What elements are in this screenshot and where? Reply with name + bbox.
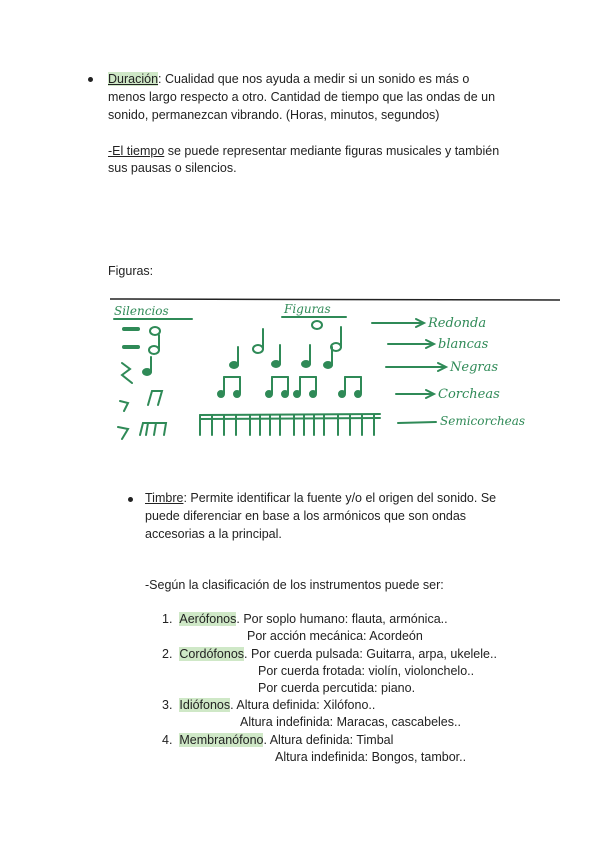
bullet-dot xyxy=(88,77,93,82)
timbre-line-2: puede diferenciar en base a los armónicos que son ondas xyxy=(145,509,467,523)
list-subline: Por cuerda frotada: violín, violonchelo.. xyxy=(258,664,475,678)
figuras-title: Figuras xyxy=(284,302,331,316)
tiempo-term: -El tiempo xyxy=(108,144,165,158)
duracion-line-1 xyxy=(108,71,469,88)
music-figures-drawing xyxy=(110,297,560,469)
list-subline: Por acción mecánica: Acordeón xyxy=(247,629,423,643)
list-item-cordofonos xyxy=(162,646,497,663)
list-item-membranofono xyxy=(162,732,393,749)
instrument-detail: . Altura definida: Xilófono.. xyxy=(230,698,376,712)
list-item-idiofonos xyxy=(162,697,375,714)
list-number: 4. xyxy=(162,733,173,747)
timbre-line-1 xyxy=(145,490,496,507)
list-number: 1. xyxy=(162,612,173,626)
label-negras: Negras xyxy=(450,360,499,375)
instrument-name: Idiófonos xyxy=(179,698,231,712)
list-subline: Altura indefinida: Maracas, cascabeles.. xyxy=(240,715,461,729)
instrument-name: Aerófonos xyxy=(179,612,237,626)
music-figures-image xyxy=(110,297,560,469)
timbre-line-3: accesorias a la principal. xyxy=(145,527,282,541)
instrument-name: Cordófonos xyxy=(179,647,245,661)
tiempo-line-2: sus pausas o silencios. xyxy=(108,161,237,175)
instrument-detail: . Por cuerda pulsada: Guitarra, arpa, ukelele.. xyxy=(244,647,497,661)
label-redonda: Redonda xyxy=(428,316,487,331)
bullet-dot xyxy=(128,497,133,502)
list-number: 3. xyxy=(162,698,173,712)
clasificacion-intro: -Según la clasificación de los instrumentos puede ser: xyxy=(145,578,444,592)
figuras-label: Figuras: xyxy=(108,264,154,278)
list-item-aerofonos xyxy=(162,611,448,628)
label-corcheas: Corcheas xyxy=(438,387,500,402)
timbre-text: : Permite identificar la fuente y/o el origen del sonido. Se xyxy=(183,491,497,505)
list-subline: Por cuerda percutida: piano. xyxy=(258,681,416,695)
silencios-title: Silencios xyxy=(114,304,169,318)
instrument-detail: . Por soplo humano: flauta, armónica.. xyxy=(236,612,448,626)
timbre-term: Timbre xyxy=(145,491,184,505)
label-blancas: blancas xyxy=(438,337,489,352)
duracion-line-3: sonido, permanezcan vibrando. (Horas, minutos, segundos) xyxy=(108,108,440,122)
duracion-line-2: menos largo respecto a otro. Cantidad de tiempo que las ondas de un xyxy=(108,90,496,104)
duracion-text: : Cualidad que nos ayuda a medir si un sonido es más o xyxy=(158,72,470,86)
label-semicorcheas: Semicorcheas xyxy=(440,414,526,428)
instrument-name: Membranófono xyxy=(179,733,264,747)
instrument-detail: . Altura definida: Timbal xyxy=(263,733,394,747)
duracion-term: Duración xyxy=(108,72,159,86)
list-subline: Altura indefinida: Bongos, tambor.. xyxy=(275,750,467,764)
tiempo-text: se puede representar mediante figuras musicales y también xyxy=(164,144,500,158)
tiempo-line-1 xyxy=(108,143,499,160)
list-number: 2. xyxy=(162,647,173,661)
